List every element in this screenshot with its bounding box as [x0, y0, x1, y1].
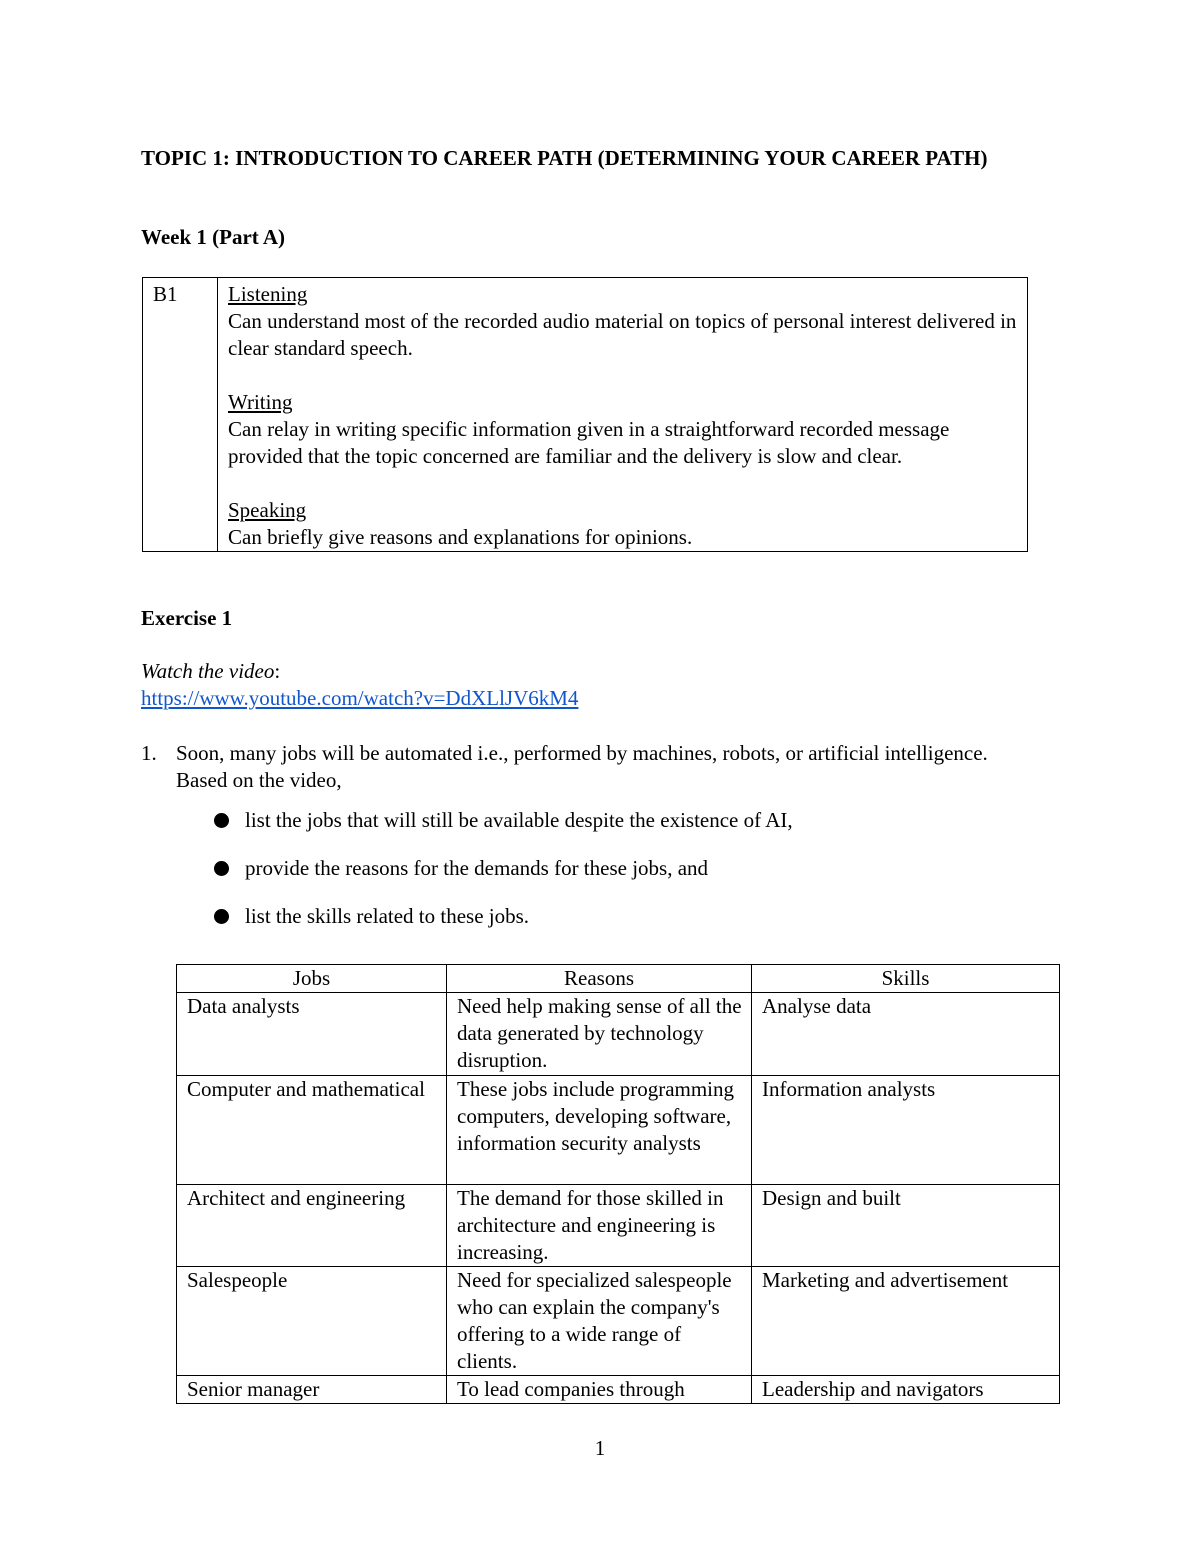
- job-cell: Senior manager: [177, 1376, 447, 1404]
- level-cell: B1: [143, 278, 218, 552]
- jobs-table: [176, 964, 1060, 1404]
- bullet-dot-icon: [214, 909, 229, 924]
- reason-cell: To lead companies through: [447, 1376, 752, 1404]
- writing-heading: Writing: [228, 390, 293, 414]
- writing-text: Can relay in writing specific information given in a straightforward recorded message provided that the topic concerned are familiar and the delivery is slow and clear.: [228, 417, 950, 468]
- reason-cell: These jobs include programming computers, developing software, information security analysts: [447, 1076, 752, 1185]
- question-number: 1.: [141, 741, 157, 765]
- listening-text: Can understand most of the recorded audio material on topics of personal interest delivered in clear standard speech.: [228, 309, 1017, 360]
- header-skills: Skills: [752, 965, 1060, 993]
- speaking-heading: Speaking: [228, 498, 307, 522]
- job-cell: Salespeople: [177, 1267, 447, 1376]
- reason-cell: The demand for those skilled in architecture and engineering is increasing.: [447, 1185, 752, 1267]
- table-row: [177, 1267, 1060, 1376]
- watch-video-label: Watch the video:: [141, 659, 281, 683]
- table-row: [177, 1076, 1060, 1185]
- competency-descriptions: [218, 278, 1028, 552]
- header-reasons: Reasons: [447, 965, 752, 993]
- page-title: TOPIC 1: INTRODUCTION TO CAREER PATH (DETERMINING YOUR CAREER PATH): [141, 146, 988, 170]
- bullet-dot-icon: [214, 861, 229, 876]
- job-cell: Data analysts: [177, 993, 447, 1076]
- table-row: [177, 993, 1060, 1076]
- table-row: [177, 1376, 1060, 1404]
- reason-cell: Need for specialized salespeople who can explain the company's offering to a wide range of clients.: [447, 1267, 752, 1376]
- week-heading: Week 1 (Part A): [141, 225, 286, 249]
- bullet-dot-icon: [214, 813, 229, 828]
- skill-cell: Information analysts: [752, 1076, 1060, 1185]
- bullet-item: list the jobs that will still be available despite the existence of AI,: [214, 807, 793, 834]
- header-jobs: Jobs: [177, 965, 447, 993]
- bullet-item: provide the reasons for the demands for these jobs, and: [214, 855, 708, 882]
- exercise-title: Exercise 1: [141, 606, 233, 630]
- table-row: [177, 1185, 1060, 1267]
- video-link[interactable]: https://www.youtube.com/watch?v=DdXLlJV6kM4: [141, 686, 579, 710]
- skill-cell: Leadership and navigators: [752, 1376, 1060, 1404]
- reason-cell: Need help making sense of all the data generated by technology disruption.: [447, 993, 752, 1076]
- speaking-text: Can briefly give reasons and explanations for opinions.: [228, 525, 693, 549]
- competency-table: [142, 277, 1028, 552]
- job-cell: Computer and mathematical: [177, 1076, 447, 1185]
- page-number: 1: [594, 1436, 606, 1460]
- skill-cell: Marketing and advertisement: [752, 1267, 1060, 1376]
- table-header-row: [177, 965, 1060, 993]
- skill-cell: Analyse data: [752, 993, 1060, 1076]
- skill-cell: Design and built: [752, 1185, 1060, 1267]
- question-text: Soon, many jobs will be automated i.e., performed by machines, robots, or artificial intelligence. Based on the video,: [176, 741, 988, 792]
- job-cell: Architect and engineering: [177, 1185, 447, 1267]
- bullet-item: list the skills related to these jobs.: [214, 903, 529, 930]
- listening-heading: Listening: [228, 282, 308, 306]
